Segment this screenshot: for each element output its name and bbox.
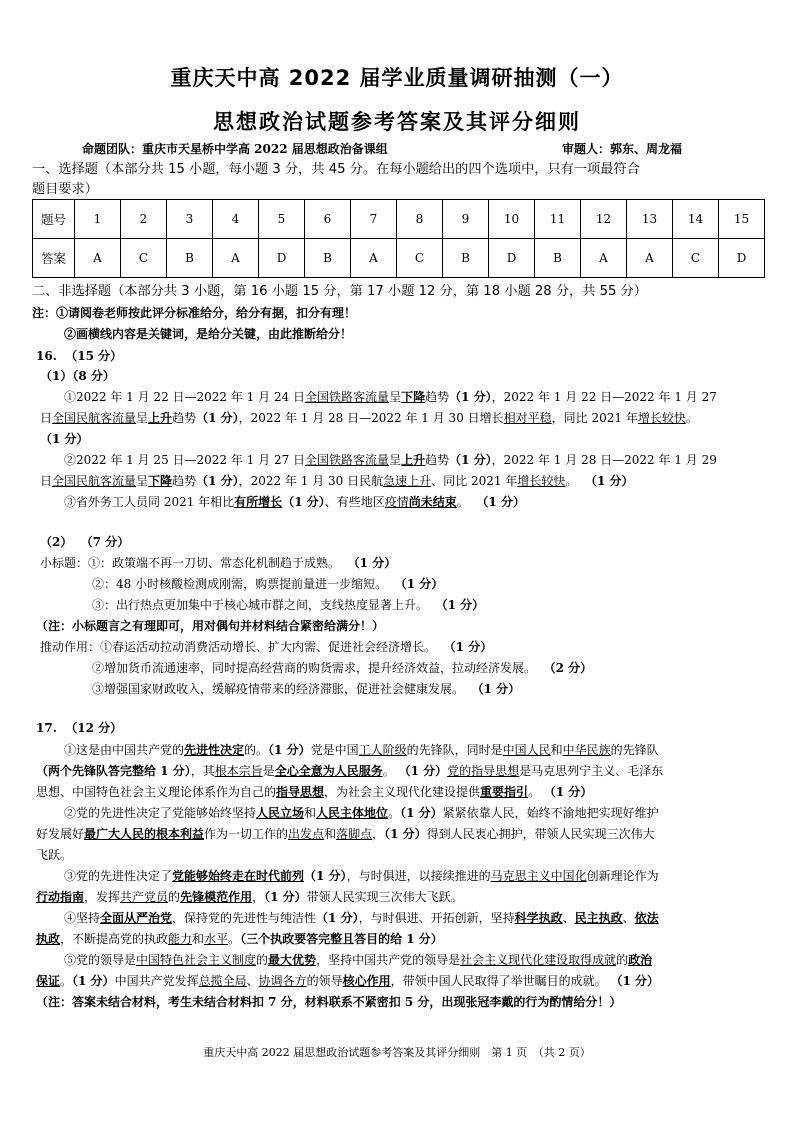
answer-text: 小标题： — [40, 556, 89, 570]
answer-cell: D — [719, 239, 765, 278]
answer-text: ③增强国家财政收入，缓解疫情带来的经济滞胀，促进社会健康发展。 — [92, 682, 465, 696]
question-number: 5 — [259, 200, 305, 239]
answer-text: ，其 — [190, 764, 215, 778]
answer-cell: B — [535, 239, 581, 278]
q17-score: （12 分） — [65, 721, 123, 735]
question-number: 10 — [489, 200, 535, 239]
answer-text: ④坚持 — [64, 911, 101, 925]
score-note: （1 分） — [316, 911, 359, 925]
answer-text: 。 — [228, 932, 241, 946]
document-title: 思想政治试题参考答案及其评分细则 — [213, 110, 581, 134]
keyword: 相对平稳 — [503, 411, 552, 425]
keyword: 马克思主义中国化 — [490, 869, 587, 883]
keyword: 执政 — [36, 932, 61, 946]
question-number: 11 — [535, 200, 581, 239]
keyword: 工人阶级 — [358, 743, 407, 757]
answer-cell: C — [673, 239, 719, 278]
answer-cell: A — [627, 239, 673, 278]
part-label: （1） — [40, 369, 73, 383]
score-note: （1 分） — [282, 495, 325, 509]
answer-cell: B — [167, 239, 213, 278]
keyword: 全面从严治党 — [100, 911, 173, 925]
keyword: 社会主义现代化建设取得成就 — [460, 953, 617, 967]
part-score: （7 分） — [80, 535, 130, 549]
score-note: （1 分） — [543, 785, 593, 799]
keyword: 全国民航客流量 — [52, 474, 137, 488]
answer-cell: B — [305, 239, 351, 278]
answer-text: ，保持党的先进性与纯洁性 — [172, 911, 317, 925]
answer-text: 呈 — [389, 390, 402, 404]
q17-p1-line1 — [64, 742, 659, 758]
answer-text: 日 — [40, 411, 53, 425]
keyword: 保证 — [36, 974, 61, 988]
q17-p2-line1 — [64, 805, 659, 821]
question-number: 13 — [627, 200, 673, 239]
keyword: 中华民族 — [562, 743, 611, 757]
answer-text: ，2022 年 1 月 28 日—2022 年 1 月 30 日增长 — [238, 411, 504, 425]
part-score: （8 分） — [72, 369, 115, 383]
q16-a1-line1 — [64, 389, 717, 405]
keyword: 总揽全局 — [198, 974, 247, 988]
keyword: 增长较快 — [517, 474, 566, 488]
score-note: （1 分） — [347, 556, 397, 570]
answer-text: ，与时俱进、开拓创新，坚持 — [358, 911, 515, 925]
answer-text: 的。 — [244, 743, 269, 757]
keyword: 最广大人民的根本利益 — [84, 827, 205, 841]
score-note: （1 分） — [268, 743, 311, 757]
answer-text: ，2022 年 1 月 22 日—2022 年 1 月 27 — [491, 390, 717, 404]
answer-text: 好发展好 — [36, 827, 85, 841]
keyword: 先锋模范作用 — [180, 890, 253, 904]
q16-effect-3 — [92, 681, 520, 697]
answer-text: 趋势 — [172, 411, 197, 425]
answer-text: ，发挥 — [84, 890, 121, 904]
answer-text: ②2022 年 1 月 25 日—2022 年 1 月 27 日 — [64, 453, 306, 467]
answer-text: 日 — [40, 474, 53, 488]
answer-text: ，坚持中国共产党的领导是 — [316, 953, 461, 967]
answer-text: ，为社会主义现代化建设提供 — [324, 785, 481, 799]
answer-text: 和 — [324, 827, 337, 841]
answer-text: ，同比 2021 年 — [551, 411, 638, 425]
keyword: 上升 — [148, 411, 173, 425]
answer-text: 。 — [456, 495, 469, 509]
exam-title: 重庆天中高 2022 届学业质量调研抽测（一） — [170, 66, 624, 90]
answer-text: ①2022 年 1 月 22 日—2022 年 1 月 24 日 — [64, 390, 306, 404]
keyword: 党的指导思想 — [447, 764, 520, 778]
answer-text: 和 — [192, 932, 205, 946]
score-note: （两个先锋队答完整给 1 分） — [36, 764, 191, 778]
keyword: 上升 — [401, 453, 426, 467]
answer-text: 呈 — [389, 453, 402, 467]
answer-cell: C — [397, 239, 443, 278]
row-label: 答案 — [33, 239, 75, 278]
q16-a3 — [64, 494, 525, 510]
q16-effect-1 — [40, 639, 492, 655]
score-note: （1 分） — [264, 890, 307, 904]
keyword: 根本宗旨 — [214, 764, 263, 778]
score-note: （1 分） — [585, 474, 634, 488]
keyword: 共产党员 — [120, 890, 169, 904]
q17-p4-line2 — [36, 931, 443, 947]
answer-text: 。 — [565, 474, 578, 488]
keyword: 有所增长 — [234, 495, 283, 509]
answer-row — [33, 239, 765, 278]
score-note: （1 分） — [398, 764, 448, 778]
keyword: 急速上升 — [383, 474, 432, 488]
keyword: 出发点 — [288, 827, 325, 841]
q16-subtitle-note: （注：小标题言之有理即可，用对偶句并材料结合紧密给满分！） — [36, 619, 385, 633]
answer-text: 的先锋队 — [610, 743, 659, 757]
q16-a1-line2 — [40, 410, 698, 426]
answer-text: ⑤党的领导是 — [64, 953, 137, 967]
keyword: 下降 — [148, 474, 173, 488]
keyword: 行动指南 — [36, 890, 85, 904]
answer-text: 紧紧依靠人民，始终不渝地把实现好维护 — [442, 806, 659, 820]
keyword: 科学执政 — [514, 911, 563, 925]
authoring-team — [82, 140, 683, 157]
score-note: （2 分） — [543, 661, 593, 675]
score-note: （1 分） — [384, 827, 427, 841]
answer-text: 的先锋队，同时是 — [406, 743, 503, 757]
answer-text: 、有些地区 — [324, 495, 385, 509]
answer-cell: A — [581, 239, 627, 278]
keyword: 尚未结束 — [408, 495, 457, 509]
question-number: 15 — [719, 200, 765, 239]
keyword: 能力 — [168, 932, 193, 946]
section1-heading-cont: 题目要求） — [32, 182, 98, 197]
q17-p3-line2 — [36, 889, 463, 905]
score-note: （1 分） — [449, 390, 492, 404]
answer-text: 、 — [622, 911, 635, 925]
keyword: 政治 — [628, 953, 653, 967]
answer-cell: B — [443, 239, 489, 278]
question-number: 12 — [581, 200, 627, 239]
question-number-row — [33, 200, 765, 239]
question-number: 6 — [305, 200, 351, 239]
keyword: 中国人民 — [502, 743, 551, 757]
keyword: 依法 — [634, 911, 659, 925]
score-note: （1 分） — [304, 869, 347, 883]
keyword: 党能够始终走在时代前列 — [172, 869, 305, 883]
q16-a2-line2 — [40, 473, 634, 489]
answer-text: 趋势 — [425, 453, 450, 467]
answer-text: 带领人民实现三次伟大飞跃。 — [306, 890, 463, 904]
grading-note-2: ②画横线内容是关键词，是给分关键，由此推断给分！ — [64, 327, 353, 341]
answer-text: 得到人民衷心拥护，带领人民实现三次伟大 — [426, 827, 655, 841]
score-note: （1 分） — [610, 974, 660, 988]
q17-note: （注：答案未结合材料，考生未结合材料扣 7 分，材料联系不紧密扣 5 分，出现张冠李戴的行为酌情给分！） — [36, 995, 622, 1009]
q17-p2-line3: 飞跃。 — [36, 848, 73, 862]
q17-p1-line2 — [36, 763, 663, 779]
answer-text: 思想、中国特色社会主义理论体系作为自己的 — [36, 785, 277, 799]
team-text: 命题团队：重庆市天星桥中学高 2022 届思想政治备课组 — [82, 142, 388, 156]
score-note: （1 分） — [196, 411, 239, 425]
q17-heading — [36, 720, 122, 736]
answer-text: 和 — [304, 806, 317, 820]
answer-text: 、 — [562, 911, 575, 925]
answer-text: 。 — [388, 806, 401, 820]
answer-text: 创新理论作为 — [586, 869, 659, 883]
score-note: （1 分） — [449, 453, 492, 467]
keyword: 全心全意为人民服务 — [274, 764, 383, 778]
keyword: 下降 — [401, 390, 426, 404]
answer-text: ①春运活动拉动消费活动增长、扩大内需、促进社会经济增长。 — [100, 640, 437, 654]
keyword: 全国铁路客流量 — [305, 390, 390, 404]
q17-p4-line1 — [64, 910, 659, 926]
answer-text: ，2022 年 1 月 30 日民航 — [238, 474, 384, 488]
answer-text: 。 — [685, 411, 698, 425]
keyword: 最大优势 — [268, 953, 317, 967]
section1-heading: 一、选择题（本部分共 15 小题，每小题 3 分，共 45 分。在每小题给出的四个选项中，只有一项最符合 — [32, 162, 640, 177]
answer-text: 的 — [616, 953, 629, 967]
question-number: 1 — [75, 200, 121, 239]
answer-text: ，带领中国人民取得了举世瞩目的成就。 — [390, 974, 607, 988]
question-number: 8 — [397, 200, 443, 239]
answer-text: ③：出行热点更加集中于核心城市群之间，支线热度显著上升。 — [92, 598, 429, 612]
q17-p1-line3 — [36, 784, 592, 800]
q17-p2-line2 — [36, 826, 655, 842]
keyword: 疫情 — [384, 495, 409, 509]
q16-subtitle-3 — [92, 597, 484, 613]
answer-text: 是马克思列宁主义、毛泽东 — [519, 764, 664, 778]
answer-text: 。 — [528, 785, 541, 799]
part-label: （2） — [40, 535, 73, 549]
answer-text: 趋势 — [172, 474, 197, 488]
answer-text: ③省外务工人员同 2021 年相比 — [64, 495, 235, 509]
score-note: （1 分） — [400, 806, 443, 820]
answer-text: ①：政策端不再一刀切、常态化机制趋于成熟。 — [88, 556, 341, 570]
answer-text: 是 — [262, 764, 275, 778]
q16-part2-heading — [40, 534, 129, 550]
question-number: 3 — [167, 200, 213, 239]
keyword: 核心作用 — [342, 974, 391, 988]
answer-cell: A — [75, 239, 121, 278]
answer-text: 。 — [60, 974, 73, 988]
score-note: （1 分） — [394, 577, 444, 591]
score-note: （1 分） — [471, 682, 521, 696]
answer-text: 作为一切工作的 — [204, 827, 289, 841]
score-note: （1 分） — [72, 974, 115, 988]
keyword: 水平 — [204, 932, 229, 946]
q17-number: 17. — [36, 721, 57, 735]
answer-text: ， — [252, 890, 265, 904]
keyword: 指导思想 — [276, 785, 325, 799]
keyword: 先进性决定 — [184, 743, 245, 757]
answer-text: 趋势 — [425, 390, 450, 404]
answer-text: 、 — [246, 974, 259, 988]
answer-table — [32, 199, 765, 278]
q16-heading — [36, 348, 122, 364]
answer-text: 呈 — [136, 474, 149, 488]
section2-heading: 二、非选择题（本部分共 3 小题，第 16 小题 15 分，第 17 小题 12 分，第 18 小题 28 分，共 55 分） — [32, 284, 647, 299]
answer-text: ，2022 年 1 月 28 日—2022 年 1 月 29 — [491, 453, 717, 467]
answer-cell: D — [259, 239, 305, 278]
q16-score: （15 分） — [65, 349, 123, 363]
answer-text: 的 — [168, 890, 181, 904]
grading-note-1: 注：①请阅卷老师按此评分标准给分，给分有据，扣分有理！ — [32, 306, 357, 320]
score-note: （1 分） — [476, 495, 525, 509]
q16-subtitle-1 — [40, 555, 396, 571]
answer-text: ， — [372, 827, 385, 841]
answer-cell: A — [351, 239, 397, 278]
answer-cell: D — [489, 239, 535, 278]
answer-text: 和 — [550, 743, 563, 757]
answer-text: 。 — [382, 764, 395, 778]
keyword: 民主执政 — [574, 911, 623, 925]
answer-cell: C — [121, 239, 167, 278]
keyword: 人民主体地位 — [316, 806, 389, 820]
q16-a2-line1 — [64, 452, 717, 468]
answer-text: 的 — [256, 953, 269, 967]
answer-text: ②增加货币流通速率，同时提高经营商的购货需求，提升经济效益，拉动经济发展。 — [92, 661, 537, 675]
answer-text: 推动作用： — [40, 640, 101, 654]
keyword: 全国民航客流量 — [52, 411, 137, 425]
keyword: 增长较快 — [637, 411, 686, 425]
question-number: 9 — [443, 200, 489, 239]
score-note: （三个执政要答完整且答目的给 1 分） — [240, 932, 443, 946]
q17-p5-line2 — [36, 973, 659, 989]
q17-p3-line1 — [64, 868, 659, 884]
keyword: 全国铁路客流量 — [305, 453, 390, 467]
keyword: 重要指引 — [480, 785, 529, 799]
q16-subtitle-2 — [92, 576, 443, 592]
reviewers: 审题人：郭东、周龙福 — [562, 142, 683, 156]
question-number: 14 — [673, 200, 719, 239]
q16-a1-score: （1 分） — [40, 432, 89, 446]
answer-text: 、同比 2021 年 — [431, 474, 518, 488]
q17-p5-line1 — [64, 952, 652, 968]
score-note: （1 分） — [443, 640, 493, 654]
answer-text: ②党的先进性决定了党能够始终坚持 — [64, 806, 257, 820]
q16-effect-2 — [92, 660, 592, 676]
question-number: 4 — [213, 200, 259, 239]
answer-text: 的领导 — [306, 974, 343, 988]
page-footer: 重庆天中高 2022 届思想政治试题参考答案及其评分细则 第 1 页 （共 2 页） — [203, 1046, 591, 1059]
answer-text: ，与时俱进，以接续推进的 — [346, 869, 491, 883]
answer-cell: A — [213, 239, 259, 278]
answer-text: ③党的先进性决定了 — [64, 869, 173, 883]
keyword: 中国特色社会主义制度 — [136, 953, 257, 967]
answer-text: 党是中国 — [310, 743, 359, 757]
answer-text: ，不断提高党的执政 — [60, 932, 169, 946]
keyword: 人民立场 — [256, 806, 305, 820]
question-number: 7 — [351, 200, 397, 239]
answer-text: 呈 — [136, 411, 149, 425]
answer-text: ①这是由中国共产党的 — [64, 743, 185, 757]
score-note: （1 分） — [196, 474, 239, 488]
q16-number: 16. — [36, 349, 57, 363]
answer-text: 中国共产党发挥 — [114, 974, 199, 988]
row-label: 题号 — [33, 200, 75, 239]
score-note: （1 分） — [435, 598, 485, 612]
keyword: 落脚点 — [336, 827, 373, 841]
q16-part1-heading — [40, 368, 115, 384]
keyword: 协调各方 — [258, 974, 307, 988]
question-number: 2 — [121, 200, 167, 239]
answer-text: ②：48 小时核酸检测成刚需，购票提前量进一步缩短。 — [92, 577, 388, 591]
